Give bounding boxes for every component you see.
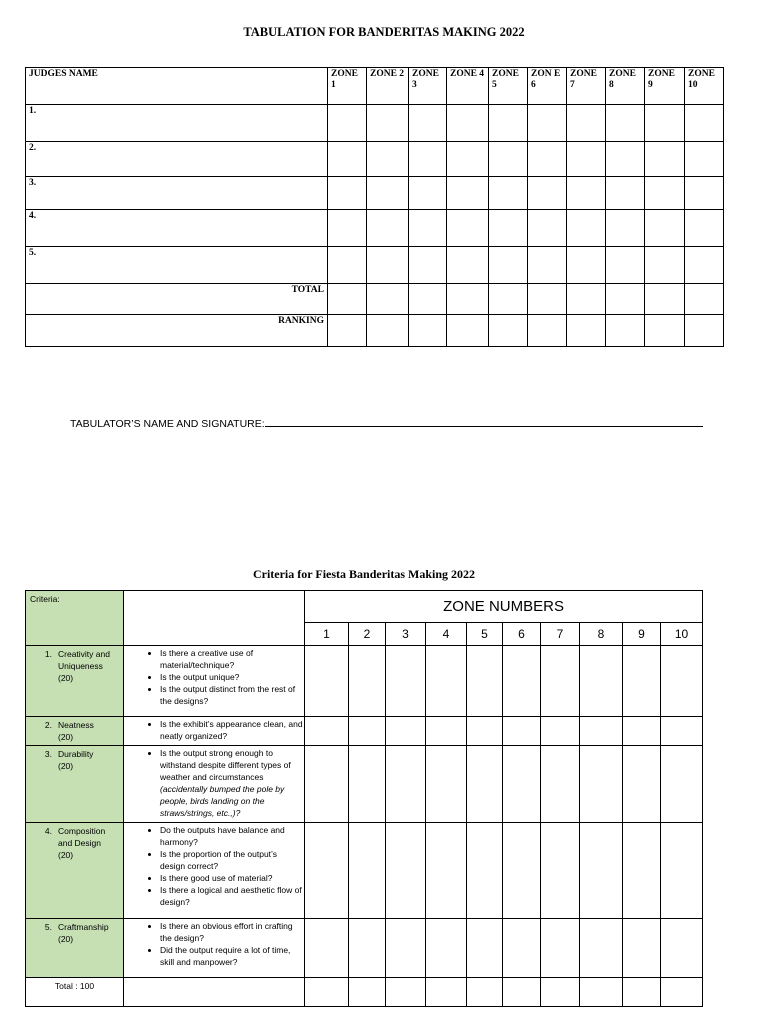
zone-number: 10 — [661, 623, 703, 646]
score-cell[interactable] — [503, 978, 541, 1007]
score-cell[interactable] — [503, 919, 541, 978]
question: • Is there a logical and aesthetic flow of design? — [160, 884, 304, 908]
question — [160, 747, 304, 819]
score-cell[interactable] — [567, 177, 606, 210]
score-cell[interactable] — [489, 177, 528, 210]
score-cell[interactable] — [467, 919, 503, 978]
score-cell[interactable] — [489, 315, 528, 347]
criteria-total-row — [26, 978, 703, 1007]
score-cell[interactable] — [541, 823, 580, 919]
score-cell[interactable] — [567, 105, 606, 142]
tabulator-signature — [70, 416, 703, 430]
score-cell[interactable] — [580, 919, 623, 978]
score-cell[interactable] — [645, 315, 685, 347]
score-cell[interactable] — [503, 717, 541, 746]
score-cell[interactable] — [685, 105, 724, 142]
score-cell[interactable] — [349, 717, 386, 746]
score-cell[interactable] — [489, 142, 528, 177]
score-cell[interactable] — [489, 247, 528, 284]
score-cell[interactable] — [328, 210, 367, 247]
score-cell[interactable] — [606, 284, 645, 315]
ranking-label: RANKING — [26, 315, 328, 347]
criterion-points: (20) — [58, 934, 74, 944]
score-cell[interactable] — [328, 177, 367, 210]
score-cell[interactable] — [305, 646, 349, 717]
judge-number: 5. — [26, 247, 328, 284]
page-title: TABULATION FOR BANDERITAS MAKING 2022 — [243, 25, 525, 39]
score-cell[interactable] — [623, 646, 661, 717]
criterion-row — [26, 746, 703, 823]
score-cell[interactable] — [467, 978, 503, 1007]
score-cell[interactable] — [580, 646, 623, 717]
score-cell[interactable] — [606, 210, 645, 247]
judge-number: 2. — [26, 142, 328, 177]
score-cell[interactable] — [489, 105, 528, 142]
score-cell[interactable] — [528, 142, 567, 177]
score-cell[interactable] — [305, 717, 349, 746]
score-cell[interactable] — [645, 247, 685, 284]
score-cell[interactable] — [645, 177, 685, 210]
zone-number: 1 — [305, 623, 349, 646]
score-cell[interactable] — [409, 315, 447, 347]
score-cell[interactable] — [606, 315, 645, 347]
zone-header: ZON E 6 — [528, 68, 567, 105]
criterion-row — [26, 717, 703, 746]
score-cell[interactable] — [567, 247, 606, 284]
score-cell[interactable] — [386, 717, 426, 746]
score-cell[interactable] — [305, 919, 349, 978]
judge-row — [26, 247, 724, 284]
criterion-points: (20) — [58, 732, 74, 742]
criterion-cell — [26, 919, 124, 978]
criterion-number: 4. — [44, 826, 52, 836]
criterion-points: (20) — [58, 850, 74, 860]
score-cell[interactable] — [580, 823, 623, 919]
score-cell[interactable] — [541, 746, 580, 823]
zone-number: 2 — [349, 623, 386, 646]
score-cell[interactable] — [447, 210, 489, 247]
zone-number: 5 — [467, 623, 503, 646]
score-cell[interactable] — [685, 142, 724, 177]
score-cell[interactable] — [528, 177, 567, 210]
score-cell[interactable] — [606, 177, 645, 210]
score-cell[interactable] — [305, 746, 349, 823]
score-cell[interactable] — [367, 315, 409, 347]
questions-header — [124, 591, 305, 646]
zone-number: 3 — [386, 623, 426, 646]
score-cell[interactable] — [409, 284, 447, 315]
score-cell[interactable] — [503, 646, 541, 717]
score-cell[interactable] — [426, 919, 467, 978]
score-cell[interactable] — [623, 978, 661, 1007]
judge-number: 3. — [26, 177, 328, 210]
question: • Is the exhibit’s appearance clean, and neatly organized? — [160, 718, 304, 742]
score-cell[interactable] — [467, 646, 503, 717]
score-cell[interactable] — [528, 247, 567, 284]
score-cell[interactable] — [528, 284, 567, 315]
question-text: Is the output strong enough to withstand despite different types of weather and circumstances — [160, 748, 291, 782]
criteria-header: Criteria: — [26, 591, 124, 646]
header-row — [26, 68, 724, 105]
score-cell[interactable] — [349, 919, 386, 978]
zone-number: 8 — [580, 623, 623, 646]
score-cell[interactable] — [328, 142, 367, 177]
score-cell[interactable] — [645, 105, 685, 142]
score-cell[interactable] — [447, 284, 489, 315]
criterion-name: Creativity and Uniqueness — [58, 649, 110, 671]
zone-number: 7 — [541, 623, 580, 646]
question: • Is the output unique? — [160, 671, 304, 683]
score-cell[interactable] — [580, 746, 623, 823]
criteria-total-label: Total : 100 — [26, 978, 124, 1007]
criteria-title: Criteria for Fiesta Banderitas Making 2022 — [252, 567, 476, 581]
score-cell[interactable] — [489, 210, 528, 247]
score-cell[interactable] — [409, 142, 447, 177]
score-cell[interactable] — [426, 717, 467, 746]
criterion-questions — [124, 823, 305, 919]
score-cell[interactable] — [685, 247, 724, 284]
criterion-name: Durability — [58, 749, 94, 759]
criterion-name: Craftmanship — [58, 922, 109, 932]
signature-line[interactable] — [265, 416, 703, 427]
total-label: TOTAL — [26, 284, 328, 315]
zone-header: ZONE 4 — [447, 68, 489, 105]
criterion-points: (20) — [58, 673, 74, 683]
criterion-questions — [124, 646, 305, 717]
score-cell[interactable] — [580, 978, 623, 1007]
score-cell[interactable] — [541, 717, 580, 746]
judges-name-header: JUDGES NAME — [26, 68, 328, 105]
judge-row — [26, 177, 724, 210]
zone-header: ZONE 1 — [328, 68, 367, 105]
zone-number: 4 — [426, 623, 467, 646]
score-cell[interactable] — [661, 746, 703, 823]
zone-header: ZONE 3 — [409, 68, 447, 105]
zone-header: ZONE 8 — [606, 68, 645, 105]
tabulation-table — [25, 67, 724, 347]
criterion-cell — [26, 717, 124, 746]
score-cell[interactable] — [305, 823, 349, 919]
score-cell[interactable] — [567, 142, 606, 177]
criterion-row — [26, 919, 703, 978]
score-cell[interactable] — [661, 717, 703, 746]
zone-number: 9 — [623, 623, 661, 646]
judge-number: 1. — [26, 105, 328, 142]
score-cell[interactable] — [503, 823, 541, 919]
criterion-name: Neatness — [58, 720, 94, 730]
score-cell[interactable] — [685, 210, 724, 247]
total-row — [26, 284, 724, 315]
score-cell[interactable] — [447, 105, 489, 142]
score-cell[interactable] — [567, 210, 606, 247]
judge-number: 4. — [26, 210, 328, 247]
score-cell[interactable] — [541, 978, 580, 1007]
question: • Is there an obvious effort in crafting the design? — [160, 920, 304, 944]
criterion-number: 2. — [44, 720, 52, 730]
score-cell[interactable] — [645, 210, 685, 247]
score-cell[interactable] — [386, 646, 426, 717]
criterion-questions — [124, 919, 305, 978]
score-cell[interactable] — [409, 247, 447, 284]
score-cell[interactable] — [661, 978, 703, 1007]
ranking-row — [26, 315, 724, 347]
score-cell[interactable] — [367, 247, 409, 284]
total-blank — [124, 978, 305, 1007]
score-cell[interactable] — [447, 247, 489, 284]
score-cell[interactable] — [328, 247, 367, 284]
criterion-cell — [26, 823, 124, 919]
score-cell[interactable] — [503, 746, 541, 823]
score-cell[interactable] — [528, 105, 567, 142]
criteria-header-row — [26, 591, 703, 623]
score-cell[interactable] — [349, 823, 386, 919]
score-cell[interactable] — [328, 105, 367, 142]
question: • Did the output require a lot of time, skill and manpower? — [160, 944, 304, 968]
score-cell[interactable] — [386, 746, 426, 823]
score-cell[interactable] — [528, 210, 567, 247]
score-cell[interactable] — [349, 646, 386, 717]
zone-header: ZONE 9 — [645, 68, 685, 105]
criterion-number: 1. — [44, 649, 52, 659]
score-cell[interactable] — [367, 142, 409, 177]
score-cell[interactable] — [685, 284, 724, 315]
score-cell[interactable] — [447, 142, 489, 177]
score-cell[interactable] — [426, 646, 467, 717]
criterion-row — [26, 646, 703, 717]
score-cell[interactable] — [541, 919, 580, 978]
score-cell[interactable] — [606, 247, 645, 284]
criteria-table — [25, 590, 703, 1007]
score-cell[interactable] — [685, 177, 724, 210]
judge-row — [26, 142, 724, 177]
score-cell[interactable] — [645, 284, 685, 315]
score-cell[interactable] — [349, 978, 386, 1007]
criterion-points: (20) — [58, 761, 74, 771]
question-note: (accidentally bumped the pole by people, birds landing on the straws/strings, etc.,)? — [160, 784, 285, 818]
score-cell[interactable] — [409, 105, 447, 142]
judge-row — [26, 210, 724, 247]
score-cell[interactable] — [567, 315, 606, 347]
score-cell[interactable] — [367, 105, 409, 142]
judge-row — [26, 105, 724, 142]
score-cell[interactable] — [645, 142, 685, 177]
score-cell[interactable] — [328, 315, 367, 347]
score-cell[interactable] — [606, 142, 645, 177]
score-cell[interactable] — [386, 919, 426, 978]
score-cell[interactable] — [606, 105, 645, 142]
score-cell[interactable] — [409, 177, 447, 210]
score-cell[interactable] — [661, 919, 703, 978]
score-cell[interactable] — [386, 823, 426, 919]
criterion-cell — [26, 746, 124, 823]
score-cell[interactable] — [467, 717, 503, 746]
score-cell[interactable] — [580, 717, 623, 746]
criterion-name: Composition and Design — [58, 826, 106, 848]
tabulator-label: TABULATOR’S NAME AND SIGNATURE: — [70, 418, 265, 430]
score-cell[interactable] — [305, 978, 349, 1007]
score-cell[interactable] — [349, 746, 386, 823]
score-cell[interactable] — [409, 210, 447, 247]
score-cell[interactable] — [489, 284, 528, 315]
score-cell[interactable] — [685, 315, 724, 347]
score-cell[interactable] — [426, 978, 467, 1007]
score-cell[interactable] — [328, 284, 367, 315]
question: • Is there a creative use of material/technique? — [160, 647, 304, 671]
score-cell[interactable] — [661, 646, 703, 717]
score-cell[interactable] — [623, 919, 661, 978]
score-cell[interactable] — [367, 210, 409, 247]
criterion-number: 3. — [44, 749, 52, 759]
score-cell[interactable] — [367, 284, 409, 315]
score-cell[interactable] — [623, 746, 661, 823]
score-cell[interactable] — [467, 823, 503, 919]
score-cell[interactable] — [541, 646, 580, 717]
zone-header: ZONE 5 — [489, 68, 528, 105]
score-cell[interactable] — [367, 177, 409, 210]
score-cell[interactable] — [661, 823, 703, 919]
score-cell[interactable] — [623, 717, 661, 746]
zone-numbers-title: ZONE NUMBERS — [305, 591, 703, 623]
zone-number: 6 — [503, 623, 541, 646]
score-cell[interactable] — [386, 978, 426, 1007]
zone-header: ZONE 2 — [367, 68, 409, 105]
score-cell[interactable] — [467, 746, 503, 823]
score-cell[interactable] — [447, 177, 489, 210]
criterion-row — [26, 823, 703, 919]
score-cell[interactable] — [567, 284, 606, 315]
score-cell[interactable] — [426, 823, 467, 919]
criterion-cell — [26, 646, 124, 717]
question: • Is there good use of material? — [160, 872, 304, 884]
criterion-questions — [124, 746, 305, 823]
question: • Is the output distinct from the rest of the designs? — [160, 683, 304, 707]
zone-header: ZONE 10 — [685, 68, 724, 105]
score-cell[interactable] — [623, 823, 661, 919]
question: • Is the proportion of the output’s design correct? — [160, 848, 304, 872]
criterion-questions — [124, 717, 305, 746]
zone-header: ZONE 7 — [567, 68, 606, 105]
score-cell[interactable] — [447, 315, 489, 347]
question: • Do the outputs have balance and harmony? — [160, 824, 304, 848]
criterion-number: 5. — [44, 922, 52, 932]
score-cell[interactable] — [426, 746, 467, 823]
score-cell[interactable] — [528, 315, 567, 347]
